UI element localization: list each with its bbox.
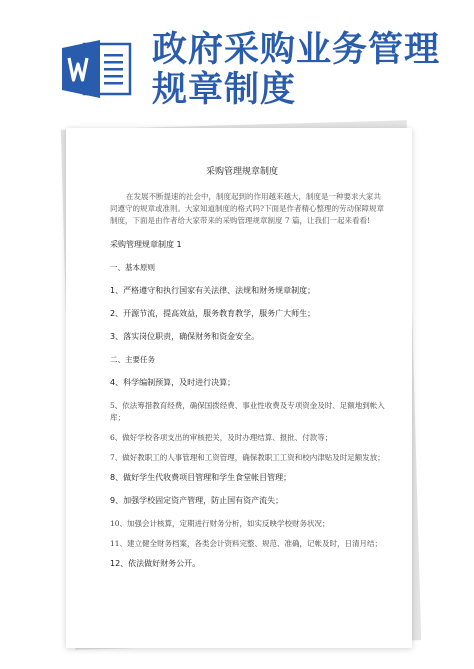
subsection-heading: 二、主要任务 [110, 355, 155, 364]
list-item: 4、科学编制预算，及时进行决算； [110, 378, 236, 387]
list-item: 7、做好教职工的人事管理和工资管理，确保教职工工资和校内津贴及时足额发放； [110, 453, 385, 462]
list-item: 9、加强学校固定资产管理，防止国有资产流失； [110, 496, 284, 505]
list-item: 8、做好学生代收费项目管理和学生食堂帐目管理； [110, 473, 292, 482]
list-item: 2、开源节流，提高效益，服务教育教学，服务广大师生； [110, 309, 316, 318]
banner-title-line-1: 政府采购业务管理 [152, 30, 441, 70]
subsection-heading: 一、基本原则 [110, 263, 155, 272]
list-item: 11、建立健全财务档案，各类会计资料完整、规范、准确，记帐及时，日清月结； [110, 539, 383, 548]
word-document-icon [62, 40, 132, 98]
list-item: 3、落实岗位职责，确保财务和资金安全。 [110, 332, 260, 341]
list-item: 12、依法做好财务公开。 [110, 559, 201, 568]
list-item: 6、做好学校各项支出的审核把关，及时办理结算、报批、付款等； [110, 433, 333, 442]
banner-title [152, 30, 452, 110]
document-title: 采购管理规章制度 [205, 167, 278, 177]
banner-title-line-2: 规章制度 [152, 70, 297, 110]
list-item: 1、严格遵守和执行国家有关法律、法规和财务规章制度； [110, 286, 316, 295]
banner [0, 0, 474, 120]
document-page [66, 128, 412, 648]
document-intro: 在发展不断提速的社会中，制度起到的作用越来越大，制度是一种要求大家共同遵守的规章或准则。大家知道制度的格式吗?下面是作者精心整理的劳动保障规章制度，下面是由作者给大家带来的采购管理规章制度 7 篇，让我们一起来看看! [110, 192, 385, 225]
section-heading: 采购管理规章制度 1 [110, 240, 182, 249]
list-item: 5、依法筹措教育经费，确保国拨经费、事业性收费及专项资金及时、足额地到帐入库； [110, 401, 385, 422]
list-item: 10、加强会计核算，定期进行财务分析，如实反映学校财务状况； [110, 519, 330, 528]
